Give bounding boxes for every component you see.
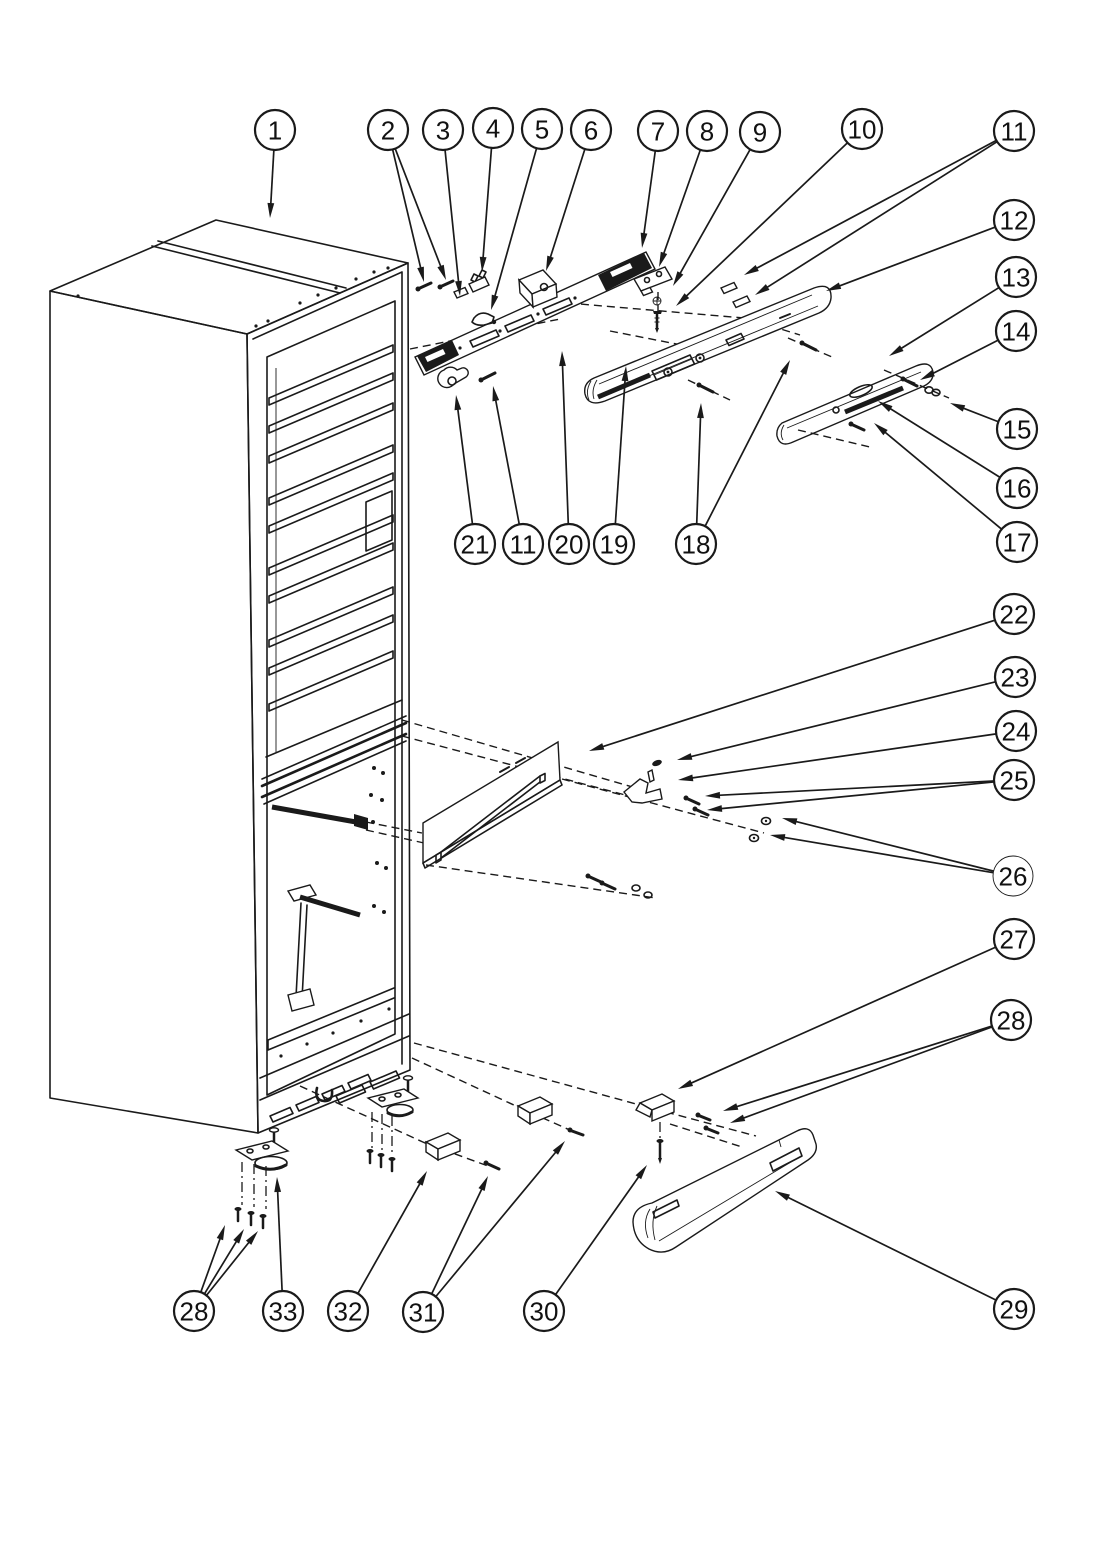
- callout-14: [920, 311, 1036, 380]
- leader-arrowhead: [889, 345, 904, 356]
- callout-29: [775, 1191, 1034, 1329]
- leader-line: [705, 372, 784, 527]
- leader-arrowhead: [723, 1103, 738, 1111]
- leader-line: [432, 1188, 483, 1294]
- leader-line: [358, 1182, 421, 1293]
- leader-arrowhead: [417, 267, 424, 282]
- leader-arrowhead: [659, 252, 667, 267]
- hook-bracket: [438, 367, 468, 387]
- lever-part: [472, 313, 496, 325]
- callout-number-10: 10: [847, 114, 877, 145]
- spring-clip: [469, 270, 489, 292]
- cover-clip-a: [721, 283, 737, 294]
- callout-30: [524, 1165, 647, 1331]
- leader-line: [644, 151, 656, 235]
- leader-line: [755, 140, 996, 268]
- callout-number-14: 14: [1001, 316, 1031, 347]
- leader-arrowhead: [217, 1225, 225, 1240]
- small-trim-panel: [777, 364, 949, 447]
- panel-screws: [684, 796, 709, 816]
- leader-arrowhead: [780, 360, 790, 375]
- leader-line: [838, 227, 995, 286]
- leader-line: [615, 379, 625, 524]
- callout-number-22: 22: [999, 599, 1029, 630]
- callout-11: [492, 386, 543, 564]
- leader-line: [562, 364, 568, 524]
- leader-line: [720, 782, 994, 809]
- leader-line: [718, 781, 994, 795]
- hinge-pin: [653, 297, 662, 333]
- callout-number-17: 17: [1002, 527, 1032, 558]
- leader-arrowhead: [744, 265, 759, 275]
- middle-foot-screws: [367, 1149, 396, 1171]
- leader-line: [690, 682, 996, 757]
- callout-1: [255, 110, 295, 218]
- callout-28: [723, 1000, 1031, 1123]
- clip-part: [454, 288, 468, 299]
- mid-panel-assembly: [366, 720, 771, 898]
- leader-arrowhead: [455, 395, 462, 410]
- callout-number-21: 21: [460, 529, 490, 560]
- trim-screw-left: [688, 380, 730, 400]
- callout-number-13: 13: [1001, 262, 1031, 293]
- leader-line: [271, 150, 274, 205]
- leader-line: [436, 1151, 557, 1297]
- callout-number-3: 3: [435, 115, 451, 146]
- callout-26: [770, 818, 1033, 896]
- leader-line: [663, 150, 700, 255]
- callout-28: [174, 1225, 258, 1331]
- leader-arrowhead: [677, 753, 692, 760]
- leader-line: [495, 399, 519, 525]
- leader-arrowhead: [492, 386, 499, 401]
- callout-number-15: 15: [1002, 414, 1032, 445]
- leader-arrowhead: [678, 774, 693, 781]
- callout-18: [676, 360, 790, 564]
- callout-15: [950, 403, 1037, 449]
- leader-line: [787, 1197, 996, 1300]
- leader-arrowhead: [775, 1191, 790, 1201]
- leader-line: [697, 416, 701, 524]
- callout-20: [549, 351, 589, 564]
- callout-number-30: 30: [529, 1296, 559, 1327]
- leader-line: [550, 149, 585, 259]
- mid-front-panel: [423, 742, 562, 868]
- callout-number-2: 2: [380, 115, 396, 146]
- callout-27: [678, 919, 1034, 1089]
- leader-arrowhead: [950, 403, 965, 412]
- callout-number-9: 9: [752, 117, 768, 148]
- top-trim-panel: [585, 286, 832, 403]
- callout-number-12: 12: [999, 205, 1029, 236]
- leader-arrowhead: [233, 1229, 244, 1244]
- leader-arrowhead: [707, 805, 722, 812]
- leader-arrowhead: [730, 1115, 745, 1123]
- hook-screw: [479, 373, 496, 383]
- leader-line: [691, 734, 996, 778]
- leader-arrowhead: [559, 351, 566, 366]
- wedge-spacer-left: [426, 1133, 460, 1160]
- freezer-interior: [268, 766, 394, 1050]
- leader-arrowhead: [782, 818, 797, 825]
- callout-33: [263, 1177, 303, 1331]
- screw-pair: [416, 281, 454, 292]
- callout-number-8: 8: [699, 116, 715, 147]
- callout-number-32: 32: [333, 1296, 363, 1327]
- shelf-rails: [269, 345, 393, 711]
- callout-number-18: 18: [681, 529, 711, 560]
- leader-line: [556, 1176, 640, 1295]
- leader-arrowhead: [589, 743, 604, 751]
- leader-line: [206, 1241, 249, 1295]
- callout-number-5: 5: [534, 114, 550, 145]
- leader-line: [445, 150, 459, 283]
- leader-line: [690, 947, 996, 1084]
- callout-21: [455, 395, 495, 564]
- callout-number-28: 28: [996, 1005, 1026, 1036]
- leader-arrowhead: [636, 1165, 647, 1179]
- leader-arrowhead: [491, 295, 498, 310]
- callout-number-7: 7: [650, 116, 666, 147]
- leader-arrowhead: [267, 203, 274, 218]
- left-foot: [235, 1128, 289, 1228]
- callout-number-33: 33: [268, 1296, 298, 1327]
- callout-number-11: 11: [509, 529, 537, 560]
- leader-line: [395, 149, 441, 268]
- panel-bracket: [624, 759, 663, 803]
- leader-line: [783, 837, 993, 873]
- leader-line: [795, 821, 994, 871]
- cover-clip-b: [733, 296, 750, 308]
- leader-line: [932, 340, 999, 374]
- callout-number-6: 6: [583, 115, 599, 146]
- leader-line: [962, 408, 998, 422]
- leader-arrowhead: [826, 283, 841, 291]
- leader-arrowhead: [641, 233, 648, 248]
- callout-number-16: 16: [1002, 473, 1032, 504]
- leader-line: [735, 1026, 992, 1107]
- callout-number-11: 11: [1000, 116, 1028, 147]
- leader-line: [766, 142, 997, 288]
- callout-number-23: 23: [1000, 662, 1030, 693]
- right-bracket: [636, 1094, 674, 1164]
- callout-25: [705, 760, 1034, 812]
- leader-arrowhead: [678, 1080, 693, 1089]
- callout-4: [473, 108, 513, 272]
- trim-screw-right: [788, 338, 832, 357]
- leader-arrowhead: [274, 1177, 281, 1192]
- callout-number-29: 29: [999, 1294, 1029, 1325]
- callout-number-1: 1: [267, 115, 283, 146]
- lower-screw-group: [586, 874, 653, 899]
- callout-number-31: 31: [408, 1297, 438, 1328]
- callout-23: [677, 657, 1035, 760]
- top-screw-holes: [76, 266, 389, 327]
- leader-line: [884, 431, 1002, 529]
- callout-7: [638, 111, 678, 248]
- leader-line: [601, 620, 995, 747]
- callout-number-27: 27: [999, 924, 1029, 955]
- leader-arrowhead: [770, 834, 785, 841]
- callout-number-25: 25: [999, 765, 1029, 796]
- cabinet-body: [50, 220, 410, 1133]
- leader-line: [742, 1027, 992, 1119]
- leader-arrowhead: [417, 1171, 427, 1186]
- compartment-divider: [262, 700, 406, 804]
- leader-arrowhead: [437, 265, 446, 280]
- leader-line: [679, 149, 750, 274]
- callout-number-28: 28: [179, 1296, 209, 1327]
- leader-arrowhead: [673, 271, 683, 286]
- middle-foot: [367, 1076, 419, 1171]
- callout-number-19: 19: [599, 529, 629, 560]
- leader-arrowhead: [478, 1176, 488, 1191]
- wedge-screws: [484, 1128, 584, 1170]
- callout-number-24: 24: [1001, 716, 1031, 747]
- leader-arrowhead: [546, 256, 554, 271]
- callout-number-20: 20: [554, 529, 584, 560]
- leader-line: [889, 408, 1000, 477]
- leader-line: [458, 408, 473, 524]
- left-foot-screws: [235, 1207, 267, 1228]
- leader-line: [393, 149, 421, 269]
- callout-number-4: 4: [485, 113, 501, 144]
- leader-line: [483, 148, 491, 259]
- leader-arrowhead: [697, 403, 704, 418]
- leader-line: [278, 1190, 283, 1291]
- callout-number-26: 26: [998, 861, 1028, 892]
- leader-line: [900, 288, 999, 350]
- leader-arrowhead: [705, 792, 720, 799]
- leader-arrowhead: [755, 284, 769, 295]
